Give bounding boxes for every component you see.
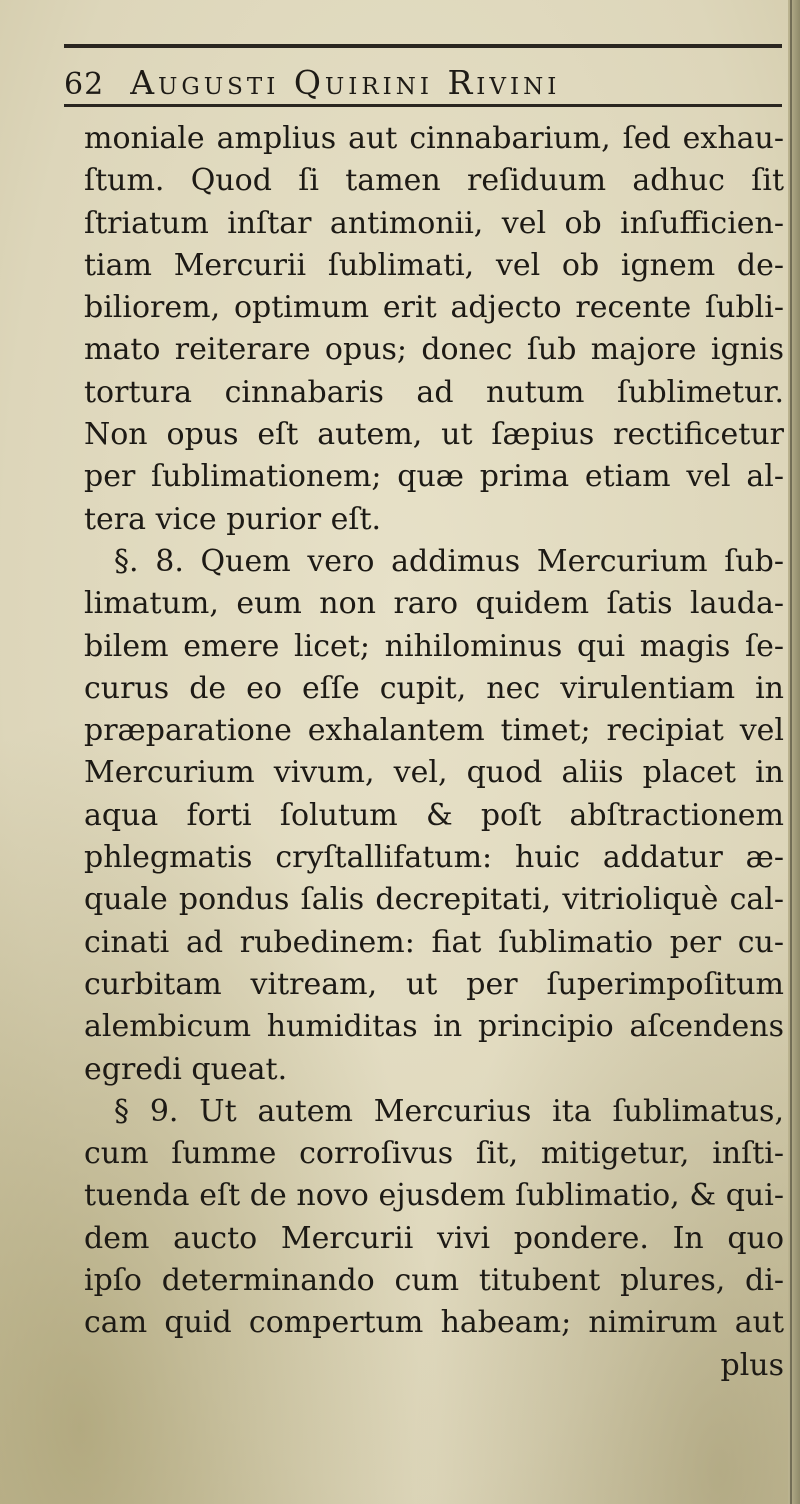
text-line: tiam Mercurii ſublimati, vel ob ignem de- [84, 247, 784, 283]
text-line: curbitam vitream, ut per ſuperimpoſitum [84, 966, 784, 1002]
catchword: plus [720, 1347, 784, 1383]
text-line: Mercurium vivum, vel, quod aliis placet in [84, 755, 784, 791]
text-line: alembicum humiditas in principio aſcendens [84, 1009, 784, 1045]
running-header [64, 52, 782, 102]
text-line: per ſublimationem; quæ prima etiam vel al- [84, 459, 784, 495]
text-line: phlegmatis cryſtallifatum: huic addatur æ- [84, 840, 784, 876]
text-line: cum ſumme corroſivus ſit, mitigetur, inſti- [84, 1136, 784, 1172]
text-line: ſtriatum inſtar antimonii, vel ob inſufficien- [84, 205, 784, 241]
text-line: dem aucto Mercurii vivi pondere. In quo [84, 1220, 784, 1256]
text-line: curus de eo eſſe cupit, nec virulentiam in [84, 670, 784, 706]
text-line: cam quid compertum habeam; nimirum aut [84, 1305, 784, 1341]
text-line: tuenda eſt de novo ejusdem ſublimatio, & qui- [84, 1178, 784, 1214]
text-line: ſtum. Quod ſi tamen reſiduum adhuc ſit [84, 163, 784, 199]
text-line: Non opus eſt autem, ut ſæpius rectificetur [84, 417, 784, 453]
text-line: bilem emere licet; nihilominus qui magis ſe- [84, 628, 784, 664]
text-line: præparatione exhalantem timet; recipiat vel [84, 713, 784, 749]
header-rule-top [64, 44, 782, 48]
text-line: mato reiterare opus; donec ſub majore ignis [84, 332, 784, 368]
text-line: biliorem, optimum erit adjecto recente ſubli- [84, 290, 784, 326]
page-edge-line [790, 0, 792, 1504]
text-line: aqua forti ſolutum & poſt abſtractionem [84, 797, 784, 833]
text-line: tera vice purior eſt. [84, 501, 382, 537]
text-line: moniale amplius aut cinnabarium, ſed exhau- [84, 121, 784, 156]
text-line: ipſo determinando cum titubent plures, di- [84, 1263, 784, 1299]
text-line: egredi queat. [84, 1051, 288, 1087]
text-line: tortura cinnabaris ad nutum ſublimetur. [84, 374, 784, 410]
page-number: 62 [64, 67, 105, 102]
section-8-start: §. 8. Quem vero addimus Mercurium ſub- [114, 543, 784, 579]
running-head: Augusti Quirini Rivini [130, 63, 561, 102]
text-line: cinati ad rubedinem: fiat ſublimatio per cu- [84, 924, 784, 960]
header-rule-bottom [64, 104, 782, 107]
text-line: limatum, eum non raro quidem ſatis lauda- [84, 586, 784, 622]
text-line: quale pondus ſalis decrepitati, vitrioliquè cal- [84, 882, 784, 918]
body-text [84, 118, 784, 1387]
section-9-start: § 9. Ut autem Mercurius ita ſublimatus, [114, 1093, 784, 1129]
